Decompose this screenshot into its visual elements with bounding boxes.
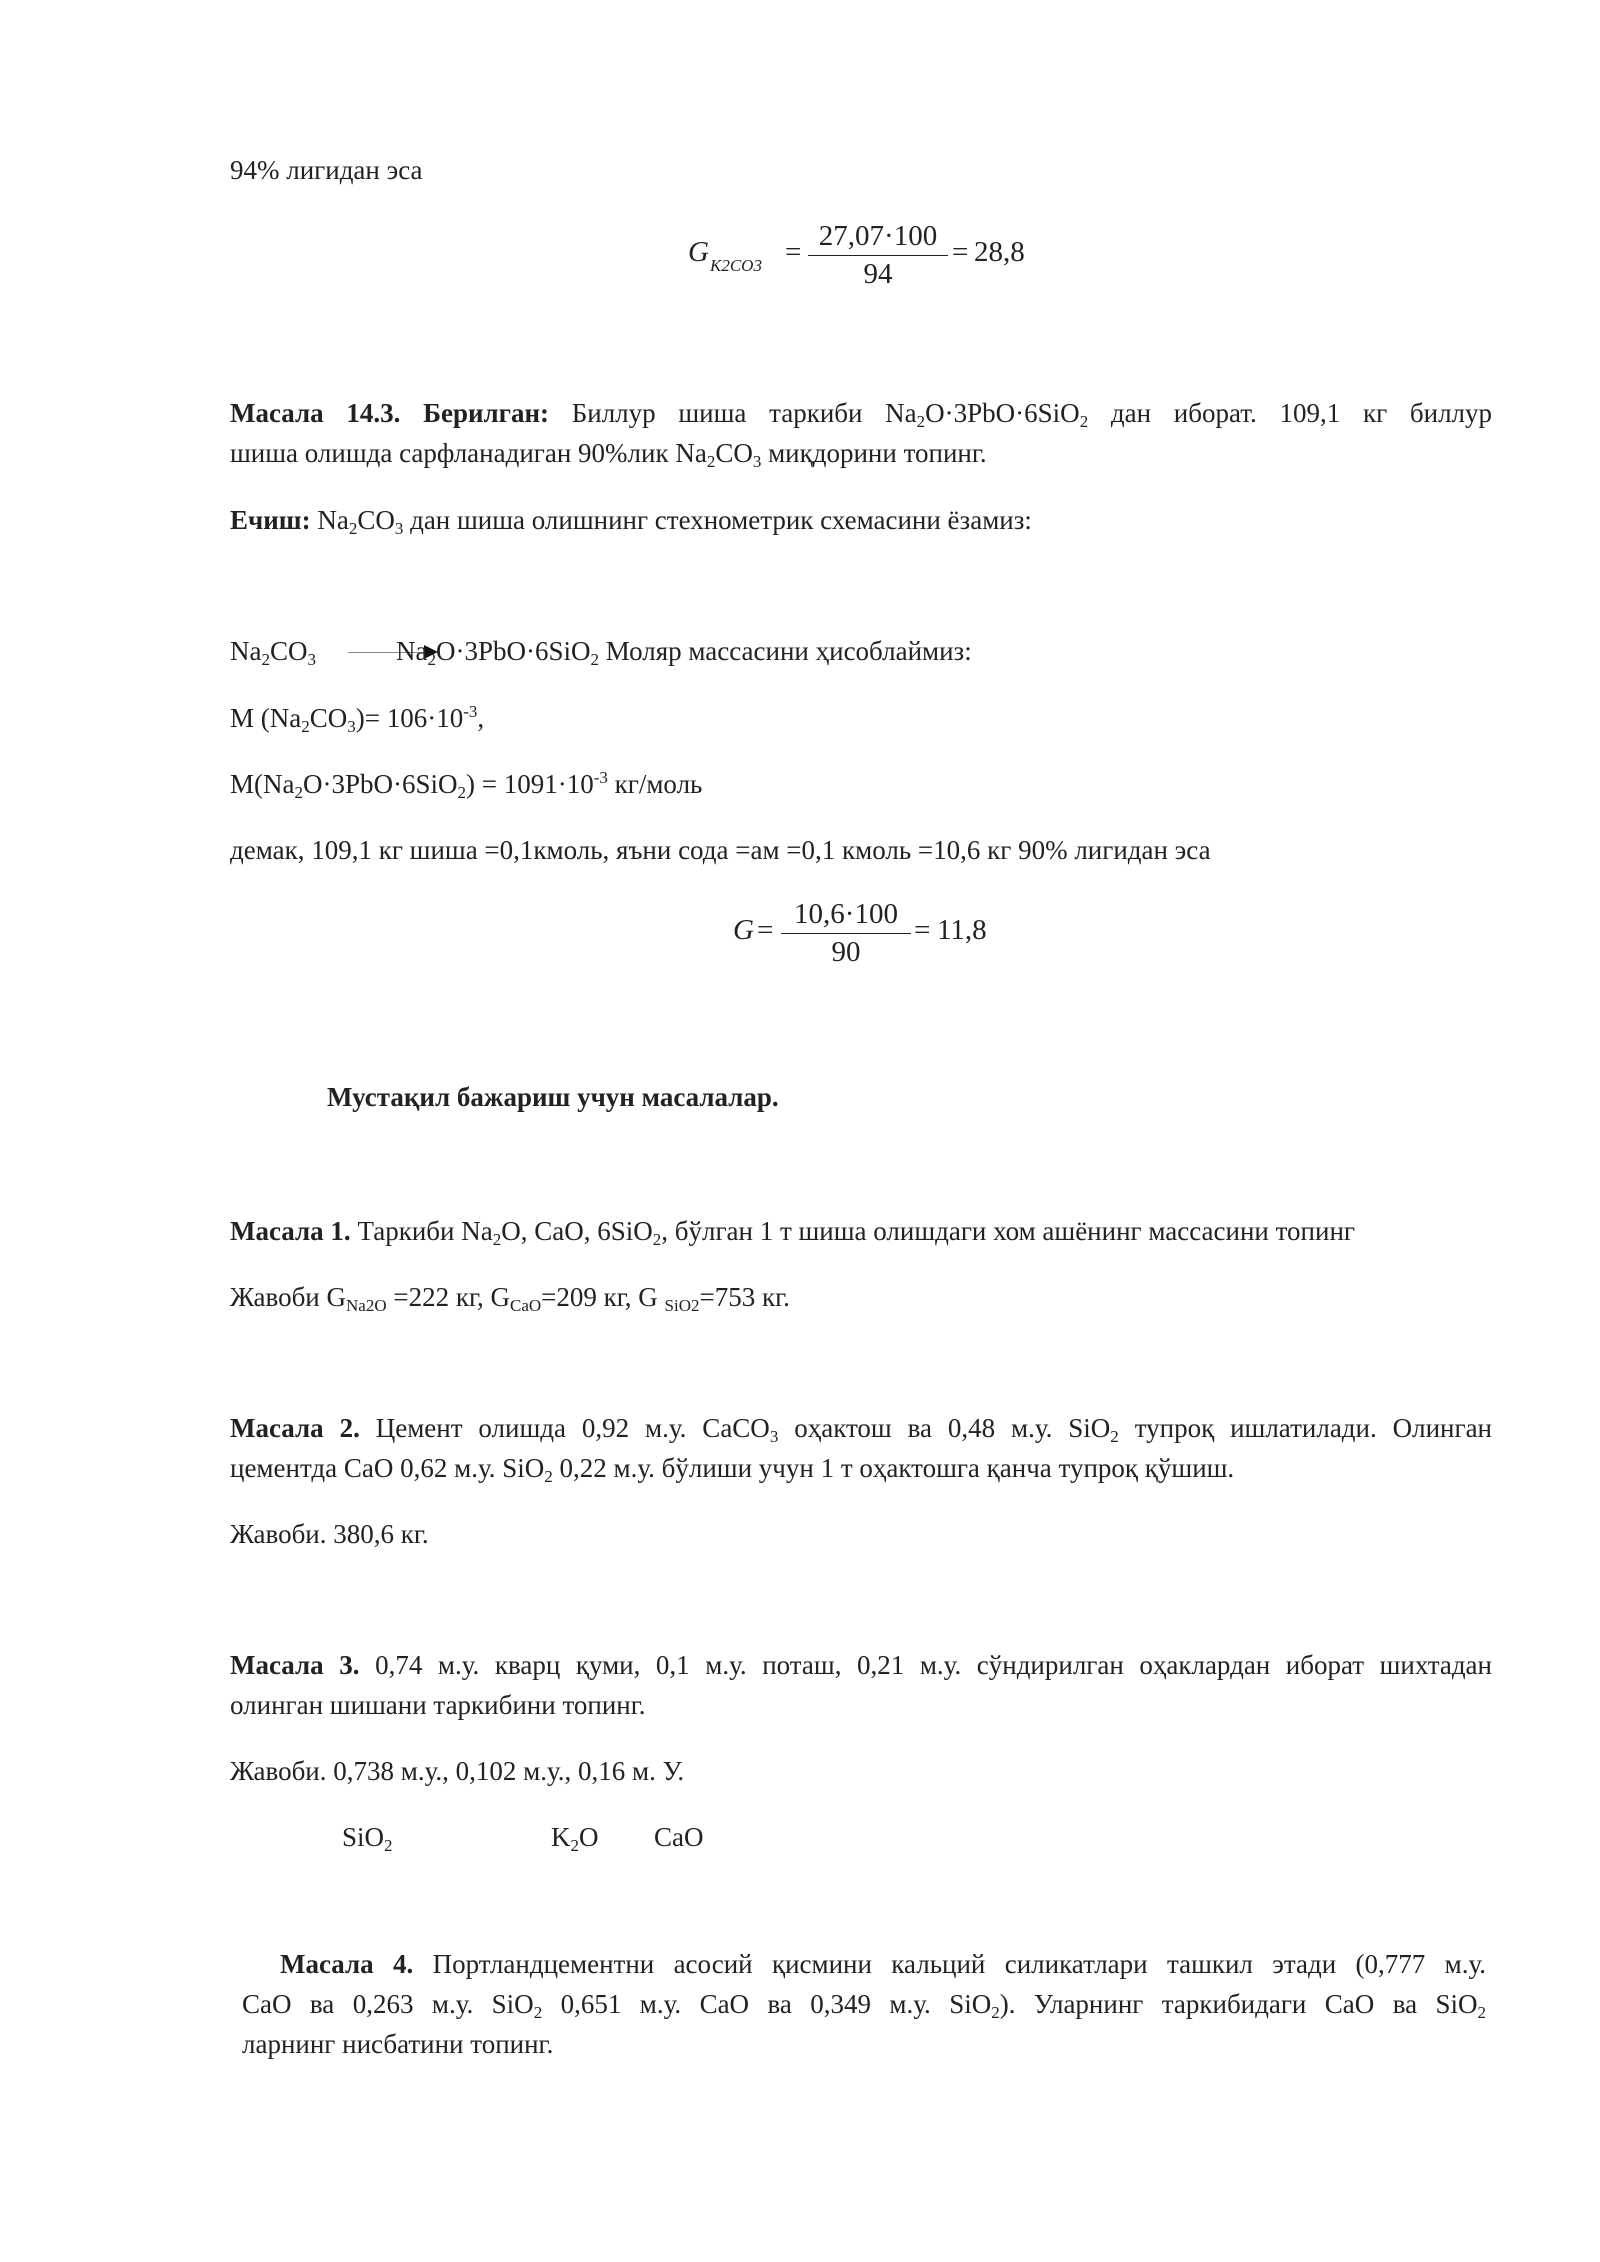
text: Портландцементни асосий қисмини кальций силикатлари ташкил этади (0,777 м.у. [413, 1949, 1486, 1979]
text: миқдорини топинг. [761, 438, 987, 468]
subscript: 2 [570, 1836, 579, 1855]
text: 0,651 м.у. CaO ва 0,349 м.у. SiO [542, 1989, 992, 2019]
fraction-bar [808, 255, 948, 256]
text: CO [715, 438, 753, 468]
text: M(Na [230, 769, 295, 799]
text: O, CaO, 6SiO [501, 1216, 653, 1246]
component-sio2 [342, 1817, 393, 1857]
problem-2-answer [230, 1514, 429, 1554]
text: , [477, 703, 485, 733]
subscript: 3 [307, 650, 316, 669]
formula-g-k2co3 [688, 220, 1048, 316]
problem-title: Масала 1. [230, 1216, 351, 1246]
problem-14-3-line-1 [230, 393, 1492, 433]
text: CO [269, 636, 308, 666]
problem-4-line-3 [242, 2024, 553, 2064]
problem-4-line-2 [242, 1984, 1486, 2024]
subscript: SiO2 [664, 1296, 700, 1315]
text: 0,74 м.у. кварц қуми, 0,1 м.у. поташ, 0,21 м.у. сўндирилган оҳаклардан иборат шихтадан [359, 1650, 1492, 1680]
text: K [551, 1822, 571, 1852]
text: Цемент олишда 0,92 м.у. CaCO [359, 1413, 770, 1443]
subscript: 2 [384, 1836, 393, 1855]
formula-variable: G [688, 236, 709, 268]
text: O·3PbO·6SiO [925, 398, 1080, 428]
text: шиша олишда сарфланадиган 90%лик Na [230, 438, 707, 468]
problem-2-line-1 [230, 1408, 1492, 1448]
formula-equals: = [757, 914, 774, 946]
subscript: 2 [294, 783, 303, 802]
text: 94% лигидан эса [230, 155, 423, 185]
text: цементда CaO 0,62 м.у. SiO [230, 1453, 545, 1483]
subscript: 3 [394, 519, 404, 538]
formula-equals: = [952, 236, 969, 268]
text: Мустақил бажариш учун масалалар. [327, 1082, 779, 1112]
problem-title: Масала 4. [280, 1949, 414, 1979]
formula-subscript: K2CO3 [710, 256, 762, 275]
solution-line [230, 500, 1032, 540]
text: оҳактош ва 0,48 м.у. SiO [778, 1413, 1111, 1443]
subscript: 2 [991, 2003, 1000, 2022]
text: Моляр массасини ҳисоблаймиз: [599, 636, 972, 666]
subscript: Na2O [346, 1296, 387, 1315]
text: 0,22 м.у. бўлиши учун 1 т оҳактошга қанча тупроқ қўшиш. [552, 1453, 1235, 1483]
subscript: 2 [1110, 1427, 1119, 1446]
subscript: 2 [533, 2003, 543, 2022]
formula-equals: = [914, 914, 931, 946]
subscript: 3 [769, 1427, 779, 1446]
formula-result: 11,8 [937, 914, 987, 946]
text: =222 кг, G [386, 1282, 510, 1312]
section-title [327, 1077, 779, 1117]
text: =209 кг, G [541, 1282, 665, 1312]
problem-1-text [230, 1211, 1355, 1251]
subscript: 2 [590, 650, 599, 669]
text: кг/моль [607, 769, 703, 799]
text: )= 106·10 [355, 703, 464, 733]
text: Na [230, 636, 262, 666]
text: , бўлган 1 т шиша олишдаги хом ашёнинг массасини топинг [661, 1216, 1355, 1246]
component-k2o [551, 1817, 599, 1857]
text: Na [310, 505, 349, 535]
subscript: CaO [510, 1296, 542, 1315]
problem-1-answer [230, 1277, 790, 1317]
text: Жавоби G [230, 1282, 347, 1312]
problem-14-3-line-2 [230, 433, 987, 473]
subscript: 2 [1477, 2003, 1487, 2022]
text: ) = 1091·10 [466, 769, 594, 799]
text: O·3PbO·6SiO [302, 769, 458, 799]
subscript: 2 [916, 412, 926, 431]
formula-variable: G [733, 914, 754, 946]
text: Жавоби. 380,6 кг. [230, 1519, 429, 1549]
subscript: 2 [1079, 412, 1089, 431]
text: демак, 109,1 кг шиша =0,1кмоль, яъни сода =ам =0,1 кмоль =10,6 кг 90% лигидан эса [230, 835, 1211, 865]
superscript: -3 [463, 702, 478, 721]
problem-3-line-1 [230, 1645, 1492, 1685]
solution-label: Ечиш: [230, 505, 311, 535]
scheme-right [396, 631, 972, 671]
subscript: 2 [427, 650, 436, 669]
text: M (Na [230, 703, 302, 733]
superscript: -3 [593, 768, 608, 787]
subscript: 3 [752, 452, 762, 471]
formula-g [733, 898, 1033, 994]
text: CaO ва 0,263 м.у. SiO [242, 1989, 534, 2019]
fraction-numerator: 27,07·100 [818, 220, 938, 252]
subscript: 2 [348, 519, 358, 538]
text: ). Уларнинг таркибидаги CaO ва SiO [999, 1989, 1478, 2019]
text: =753 кг. [699, 1282, 790, 1312]
text: дан иборат. 109,1 кг биллур [1088, 398, 1493, 428]
problem-title: Масала 3. [230, 1650, 360, 1680]
text: O [579, 1822, 599, 1852]
fraction-denominator: 90 [831, 936, 861, 968]
subscript: 2 [652, 1230, 662, 1249]
subscript: 2 [457, 783, 466, 802]
formula-equals: = [785, 236, 802, 268]
problem-2-line-2 [230, 1448, 1234, 1488]
formula-fraction [781, 898, 911, 969]
text: O·3PbO·6SiO [435, 636, 591, 666]
fraction-numerator: 10,6·100 [794, 898, 898, 930]
subscript: 2 [301, 717, 310, 736]
molar-mass-na2co3 [230, 698, 484, 738]
subscript: 2 [261, 650, 270, 669]
text: Na [396, 636, 428, 666]
molar-mass-glass [230, 764, 702, 804]
problem-3-answer [230, 1751, 684, 1791]
text: Таркиби Na [350, 1216, 493, 1246]
subscript: 2 [706, 452, 716, 471]
subscript: 2 [492, 1230, 502, 1249]
fraction-denominator: 94 [863, 258, 893, 290]
text: Жавоби. 0,738 м.у., 0,102 м.у., 0,16 м. У. [230, 1756, 685, 1786]
text: CO [309, 703, 348, 733]
text: олинган шишани таркибини топинг. [230, 1690, 646, 1720]
text: тупроқ ишлатилади. Олинган [1118, 1413, 1493, 1443]
formula-fraction [808, 220, 948, 291]
scheme-left [230, 631, 316, 671]
text: CO [357, 505, 395, 535]
formula-result: 28,8 [974, 236, 1025, 268]
subscript: 3 [347, 717, 356, 736]
text: SiO [342, 1822, 385, 1852]
fraction-bar [781, 933, 911, 934]
component-cao [654, 1817, 704, 1857]
problem-title: Масала 2. [230, 1413, 360, 1443]
text: ларнинг нисбатини топинг. [242, 2029, 554, 2059]
problem-title: Масала 14.3. Берилган: [230, 398, 549, 428]
demak-line [230, 830, 1211, 870]
problem-3-line-2 [230, 1685, 646, 1725]
text-line [230, 150, 423, 190]
problem-4-line-1 [280, 1944, 1486, 1984]
text: дан шиша олишнинг стехнометрик схемасини ёзамиз: [403, 505, 1032, 535]
text: CaO [654, 1822, 704, 1852]
subscript: 2 [544, 1467, 553, 1486]
text: Биллур шиша таркиби Na [571, 398, 917, 428]
